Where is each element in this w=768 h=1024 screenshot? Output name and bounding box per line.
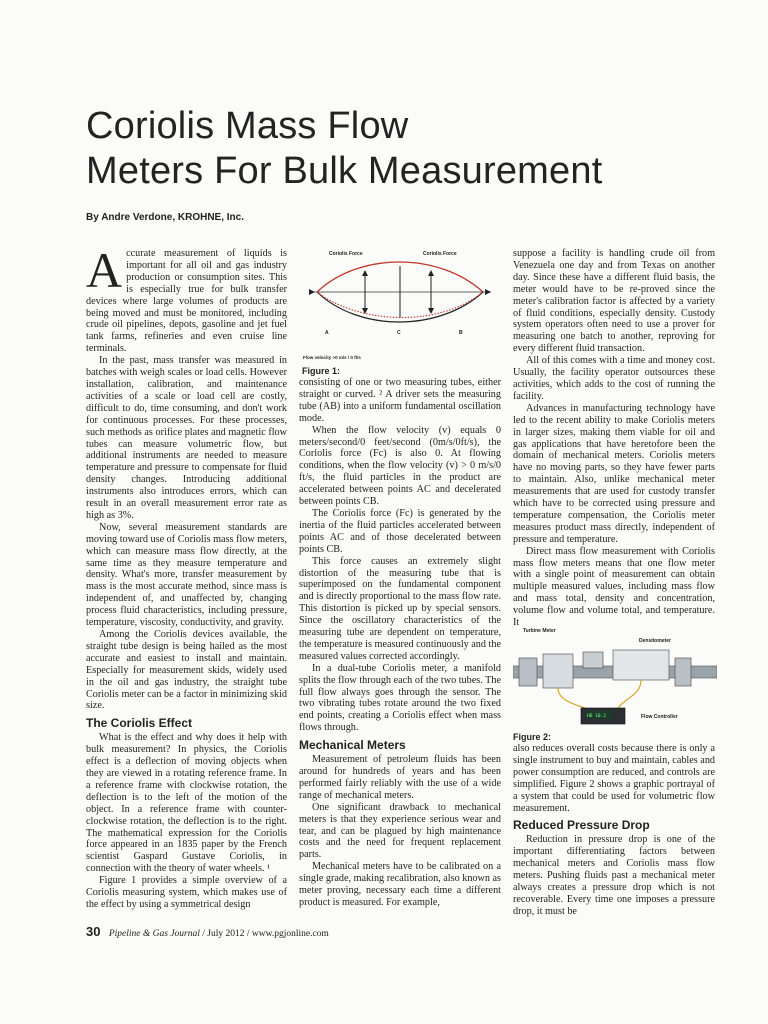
paragraph: Mechanical meters have to be calibrated on a single grade, making recalibration, also known as meter proving, necessary each time a different product is measured. For example, <box>299 861 501 908</box>
paragraph: Reduction in pressure drop is one of the important differentiating factors between mechanical meters and Coriolis mass flow meters. Pushing fluids past a mechanical meter always creates a pressure drop which is not recoverable. Every time one imposes a pressure drop, it must be <box>513 834 715 917</box>
turbine-meter <box>543 654 573 688</box>
paragraph: suppose a facility is handling crude oil from Venezuela one day and from Texas on another day. Since these have a different fluid basis, the meter would have to be re-proved since the meter's calibration factor is affected by a variety of fluid conditions, especially density. Custody system operators often need to use a prover for measuring one batch to another, reproving for every different fluid transaction. <box>513 248 715 355</box>
coriolis-force-label-right: Coriolis Force <box>423 251 457 257</box>
turbine-meter-label: Turbine Meter <box>523 628 556 634</box>
transmitter-box <box>583 652 603 668</box>
paragraph: One significant drawback to mechanical meters is that they experience serious wear and tear, and can be plagued by high maintenance costs and the need for frequent replacement parts. <box>299 801 501 861</box>
title-line-1: Coriolis Mass Flow <box>86 105 409 147</box>
signal-cable-2 <box>617 680 641 710</box>
velocity-note: Flow velocity >0 m/s / 0 ft/s <box>303 355 361 360</box>
paragraph: This force causes an extremely slight distortion of the measuring tube that is superimposed on the fundamental component and is directly proportional to the mass flow rate. This distortion is picked up by special sensors. Since the oscillatory characteristics of the measuring tube are dependent on temperature, the temperature is measured continuously and the measured values corrected accordingly. <box>299 555 501 662</box>
figure-2-diagram <box>513 626 717 732</box>
title-line-2: Meters For Bulk Measurement <box>86 150 603 192</box>
flange-right <box>675 658 691 686</box>
section-heading-coriolis: The Coriolis Effect <box>86 716 193 731</box>
paragraph: In a dual-tube Coriolis meter, a manifold splits the flow through each of the two tubes. The full flow always goes through the sensor. The two vibrating tubes rotate around the two fixed end points, creating a Coriolis effect when mass flows through. <box>299 662 501 734</box>
intro-paragraph <box>86 242 287 355</box>
paragraph: What is the effect and why does it help with bulk measurement? In physics, the Coriolis effect is a deflection of moving objects when they are viewed in a rotating reference frame. In a reference frame with clockwise rotation, the deflection is to the left of the motion of the object. In a reference frame with counter-clockwise rotation, the deflection is to the right. The mathematical expression for the Coriolis force appeared in an 1835 paper by the French scientist Gaspard Gustave Coriolis, in connection with the theory of water wheels. ¹ <box>86 732 287 875</box>
byline: By Andre Verdone, KROHNE, Inc. <box>86 212 244 223</box>
figure-1-caption: Figure 1: <box>302 366 341 376</box>
column-3 <box>513 248 715 918</box>
paragraph: In the past, mass transfer was measured in batches with weigh scales or load cells. However installation, calibration, and maintenance activities of a scale or load cell are costly, difficult to do, time consuming, and don't work for continuous processes. For these processes, such methods as orifice plates and magnetic flow tubes can measure volumetric flow, but additional instruments are needed to measure temperature and pressure to compensate for fluid density changes. Introducing additional instruments also introduces errors, which can result in an overall measurement error rate as high as 3%. <box>86 355 287 521</box>
drop-cap: A <box>86 242 123 298</box>
flange-left <box>519 658 537 686</box>
densitometer <box>613 650 669 680</box>
point-a-label: A <box>325 330 329 336</box>
article-title <box>86 104 726 194</box>
paragraph: Figure 1 provides a simple overview of a Coriolis measuring system, which makes use of the effect by using a symmetrical design <box>86 875 287 910</box>
page-footer <box>86 924 329 939</box>
paragraph: When the flow velocity (v) equals 0 meters/second/0 feet/second (0m/s/0ft/s), the Coriolis force (Fc) is also 0. At flowing conditions, when the flow velocity (v) > 0 m/s/0 ft/s, the fluid particles in the product are accelerated between points AC and decelerated between points CB. <box>299 424 501 508</box>
paragraph: Measurement of petroleum fluids has been around for hundreds of years and has been performed fairly reliably with the use of a wide range of mechanical meters. <box>299 754 501 801</box>
magazine-name: Pipeline & Gas Journal <box>108 929 200 939</box>
issue-info: / July 2012 / www.pgjonline.com <box>199 929 329 939</box>
column-1 <box>86 242 287 911</box>
figure-1-diagram <box>299 246 501 364</box>
paragraph: Advances in manufacturing technology have led to the recent ability to make Coriolis meters in larger sizes, making them viable for oil and gas applications that have heretofore been the domain of mechanical meters. Coriolis meters have no moving parts, so they have fewer parts to maintain. Also, unlike mechanical meter measurements that are used for custody transfer which have to be corrected using pressure and temperature compensation, the Coriolis meter measures product mass directly, independent of pressure and temperature. <box>513 402 715 545</box>
controller-display-text: HD 10.2 <box>587 714 606 719</box>
page-number: 30 <box>86 924 101 939</box>
paragraph: All of this comes with a time and money cost. Usually, the facility operator outsources these activities, which adds to the cost of running the facility. <box>513 355 715 402</box>
paragraph: also reduces overall costs because there is only a single instrument to buy and maintain, cables and power consumption are reduced, and controls are simplified. Figure 2 shows a graphic portrayal of a system that could be used for volumetric flow measurement. <box>513 743 716 814</box>
point-b-label: B <box>459 330 463 336</box>
paragraph: Among the Coriolis devices available, the straight tube design is being hailed as the most accurate and easiest to install and maintain. Especially for measurement skids, widely used in the oil and gas industry, the straight tube Coriolis meter can be a factor in minimizing skid size. <box>86 629 287 712</box>
column-2 <box>299 363 501 909</box>
figure-2-caption: Figure 2: <box>513 732 552 742</box>
densitometer-label: Densitometer <box>639 638 671 644</box>
paragraph: Now, several measurement standards are moving toward use of Coriolis mass flow meters, which can measure mass flow directly, at the same time as they measure temperature and density. What's more, transfer measurement by mass is the most accurate method, since mass is independent of, and unaffected by, changing process fluid characteristics, including pressure, temperature, viscosity, conductivity, and gravity. <box>86 521 287 629</box>
paragraph: consisting of one or two measuring tubes, either straight or curved. ² A driver sets the measuring tube (AB) into a uniform fundamental oscillation mode. <box>299 377 501 424</box>
coriolis-force-label-left: Coriolis Force <box>329 251 363 257</box>
paragraph: The Coriolis force (Fc) is generated by the inertia of the fluid particles accelerated between points AC and of those decelerated between points CB. <box>299 507 501 555</box>
flow-controller-label: Flow Controller <box>641 714 678 720</box>
intro-text: ccurate measurement of liquids is important for all oil and gas industry production or consumption sites. This is especially true for bulk transfer devices where large volumes of products are being moved and must be monitored, including crude oil pipelines, depots, gasoline and jet fuel tank farms, refineries and even cruise line terminals. <box>86 248 287 355</box>
paragraph: Direct mass flow measurement with Coriolis mass flow meters means that one flow meter with a single point of measurement can obtain multiple measured values, including mass flow and mass total, density and concentration, volume flow and volume total, and temperature. It <box>513 545 715 629</box>
point-c-label: C <box>397 330 401 336</box>
section-heading-mechanical: Mechanical Meters <box>299 738 406 753</box>
section-heading-pressure: Reduced Pressure Drop <box>513 818 650 833</box>
